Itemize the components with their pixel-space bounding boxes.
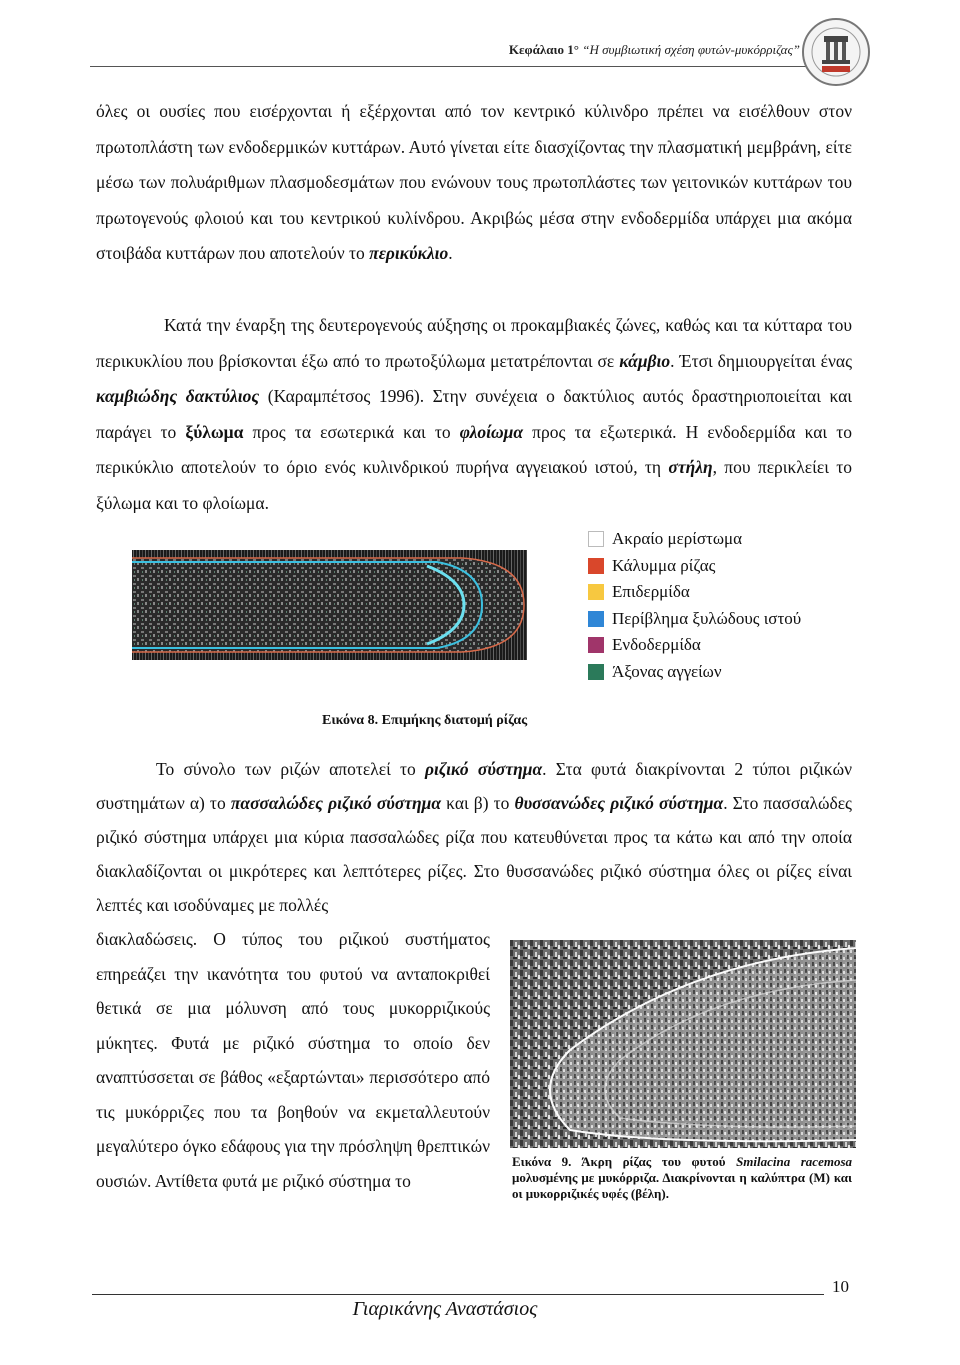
paragraph-2-text-5: προς τα εξωτερικά. Η ενδοδερμίδα και το περικύκλιο αποτελούν το όριο ενός κυλινδρικού πυρήνα αγγειακού ιστού, τη — [96, 421, 852, 477]
term-stili: στήλη — [668, 457, 713, 477]
university-seal-logo — [800, 16, 872, 88]
paragraph-3-text-1: Το σύνολο των ριζών αποτελεί το — [156, 759, 426, 779]
figure-legend — [588, 526, 888, 685]
chapter-label: Κεφάλαιο 1° — [508, 42, 583, 57]
legend-swatch — [588, 611, 604, 627]
paragraph-3-text-3: και β) το — [441, 793, 515, 813]
figure-9-species: Smilacina racemosa — [736, 1154, 853, 1169]
paragraph-1 — [96, 94, 852, 272]
chapter-title: “Η συμβιωτική σχέση φυτών-μυκόρριζας” — [582, 42, 800, 57]
paragraph-2-text-1: Κατά την έναρξη της δευτερογενούς αύξησης οι προκαμβιακές ζώνες, καθώς και τα κύτταρα του περικυκλίου που βρίσκονται έξω από το πρωτοξύλωμα μετατρέπονται σε — [96, 315, 852, 371]
legend-label: Περίβλημα ξυλώδους ιστού — [612, 608, 802, 628]
legend-label: Κάλυμμα ρίζας — [612, 555, 716, 575]
legend-item — [588, 632, 888, 659]
legend-item — [588, 526, 888, 553]
paragraph-3-text-4: . Στο πασσαλώδες ριζικό σύστημα υπάρχει μια κύρια πασσαλώδες ρίζα που κατευθύνεται προς τα κάτω και από την οποία διακλαδίζονται οι μικρότερες και λεπτότερες ρίζες. Στο θυσσανώδες ριζικό σύστημα όλες οι ρίζες είναι λεπτές και ισοδύναμες με πολλές — [96, 793, 852, 915]
root-tip-micrograph — [510, 940, 856, 1148]
term-thyssanodes: θυσσανώδες ριζικό σύστημα — [514, 793, 724, 813]
paragraph-3-text-2: . Στα φυτά διακρίνονται 2 τύποι ριζικών συστημάτων α) το — [96, 759, 852, 813]
legend-label: Επιδερμίδα — [612, 582, 690, 602]
term-xyloma: ξύλωμα — [185, 421, 244, 442]
figure-9-caption-text-1: Εικόνα 9. Άκρη ρίζας του φυτού — [512, 1154, 737, 1169]
paragraph-2-text-4: προς τα εσωτερικά και το — [243, 421, 460, 442]
legend-label: Ενδοδερμίδα — [612, 635, 701, 655]
legend-label: Άξονας αγγείων — [612, 661, 722, 681]
paragraph-3 — [96, 752, 852, 922]
paragraph-2 — [96, 308, 852, 521]
term-perikyklio: περικύκλιο — [369, 243, 449, 263]
term-riziko-systima: ριζικό σύστημα — [425, 759, 543, 779]
header-divider — [90, 66, 860, 67]
paragraph-4 — [96, 922, 490, 1198]
legend-swatch — [588, 531, 604, 547]
legend-swatch — [588, 584, 604, 600]
term-kamviodis-daktylios: καμβιώδης δακτύλιος — [96, 386, 260, 406]
paragraph-1-text: όλες οι ουσίες που εισέρχονται ή εξέρχονται από τον κεντρικό κύλινδρο πρέπει να εισέλθουν στον πρωτοπλάστη των ενδοδερμικών κυττάρων. Αυτό γίνεται είτε διασχίζοντας την πλασματική μεμβράνη, είτε μέσω των πολυάριθμων πλασμοδεσμάτων που ενώνουν τους πρωτοπλάστες των γειτονικών κυττάρων του πρωτογενούς φλοιού και του κεντρικού κυλίνδρου. Ακριβώς μέσα στην ενδοδερμίδα υπάρχει μια ακόμα στοιβάδα κυττάρων που αποτελούν το — [96, 101, 852, 263]
paragraph-1-end: . — [448, 243, 453, 263]
root-section-figure — [132, 550, 527, 660]
page-number: 10 — [832, 1277, 849, 1296]
page-header — [0, 42, 800, 58]
figure-9-caption-text-2: μολυσμένης με μυκόρριζα. Διακρίνονται η καλύπτρα (Μ) και οι μυκορριζικές υφές (βέλη). — [512, 1170, 852, 1201]
term-kamvio: κάμβιο — [619, 350, 671, 371]
paragraph-2-text-6: , που περικλείει το ξύλωμα και το φλοίωμα. — [96, 457, 853, 513]
figure-9-caption — [512, 1154, 852, 1202]
legend-item — [588, 659, 888, 686]
legend-swatch — [588, 637, 604, 653]
figure-8-caption: Εικόνα 8. Επιμήκης διατομή ρίζας — [322, 713, 528, 728]
footer-divider — [92, 1294, 824, 1295]
paragraph-2-text-3: (Καραμπέτσος 1996). Στην συνέχεια ο δακτύλιος αυτός δραστηριοποιείται και παράγει το — [96, 386, 853, 442]
term-floioma: φλοίωμα — [459, 421, 524, 442]
legend-item — [588, 553, 888, 580]
legend-swatch — [588, 558, 604, 574]
legend-label: Ακραίο μερίστωμα — [612, 529, 743, 549]
legend-item — [588, 579, 888, 606]
paragraph-4-text: διακλαδώσεις. Ο τύπος του ριζικού συστήματος επηρεάζει την ικανότητα του φυτού να ανταποκριθεί θετικά σε μια μόλυνση από τους μυκορριζικούς μύκητες. Φυτά με ριζικό σύστημα το οποίο δεν αναπτύσσεται σε βάθος «εξαρτώνται» περισσότερο από τις μυκόρριζες που τα βοηθούν να εκμεταλλευτούν μεγαλύτερο όγκο εδάφους για την πρόσληψη θρεπτικών ουσιών. Αντίθετα φυτά με ριζικό σύστημα το — [96, 929, 490, 1191]
legend-item — [588, 606, 888, 633]
legend-swatch — [588, 664, 604, 680]
paragraph-2-text-2: . Έτσι δημιουργείται ένας — [670, 350, 852, 371]
author-name: Γιαρικάνης Αναστάσιος — [352, 1298, 538, 1320]
term-passalodes: πασσαλώδες ριζικό σύστημα — [230, 793, 442, 813]
